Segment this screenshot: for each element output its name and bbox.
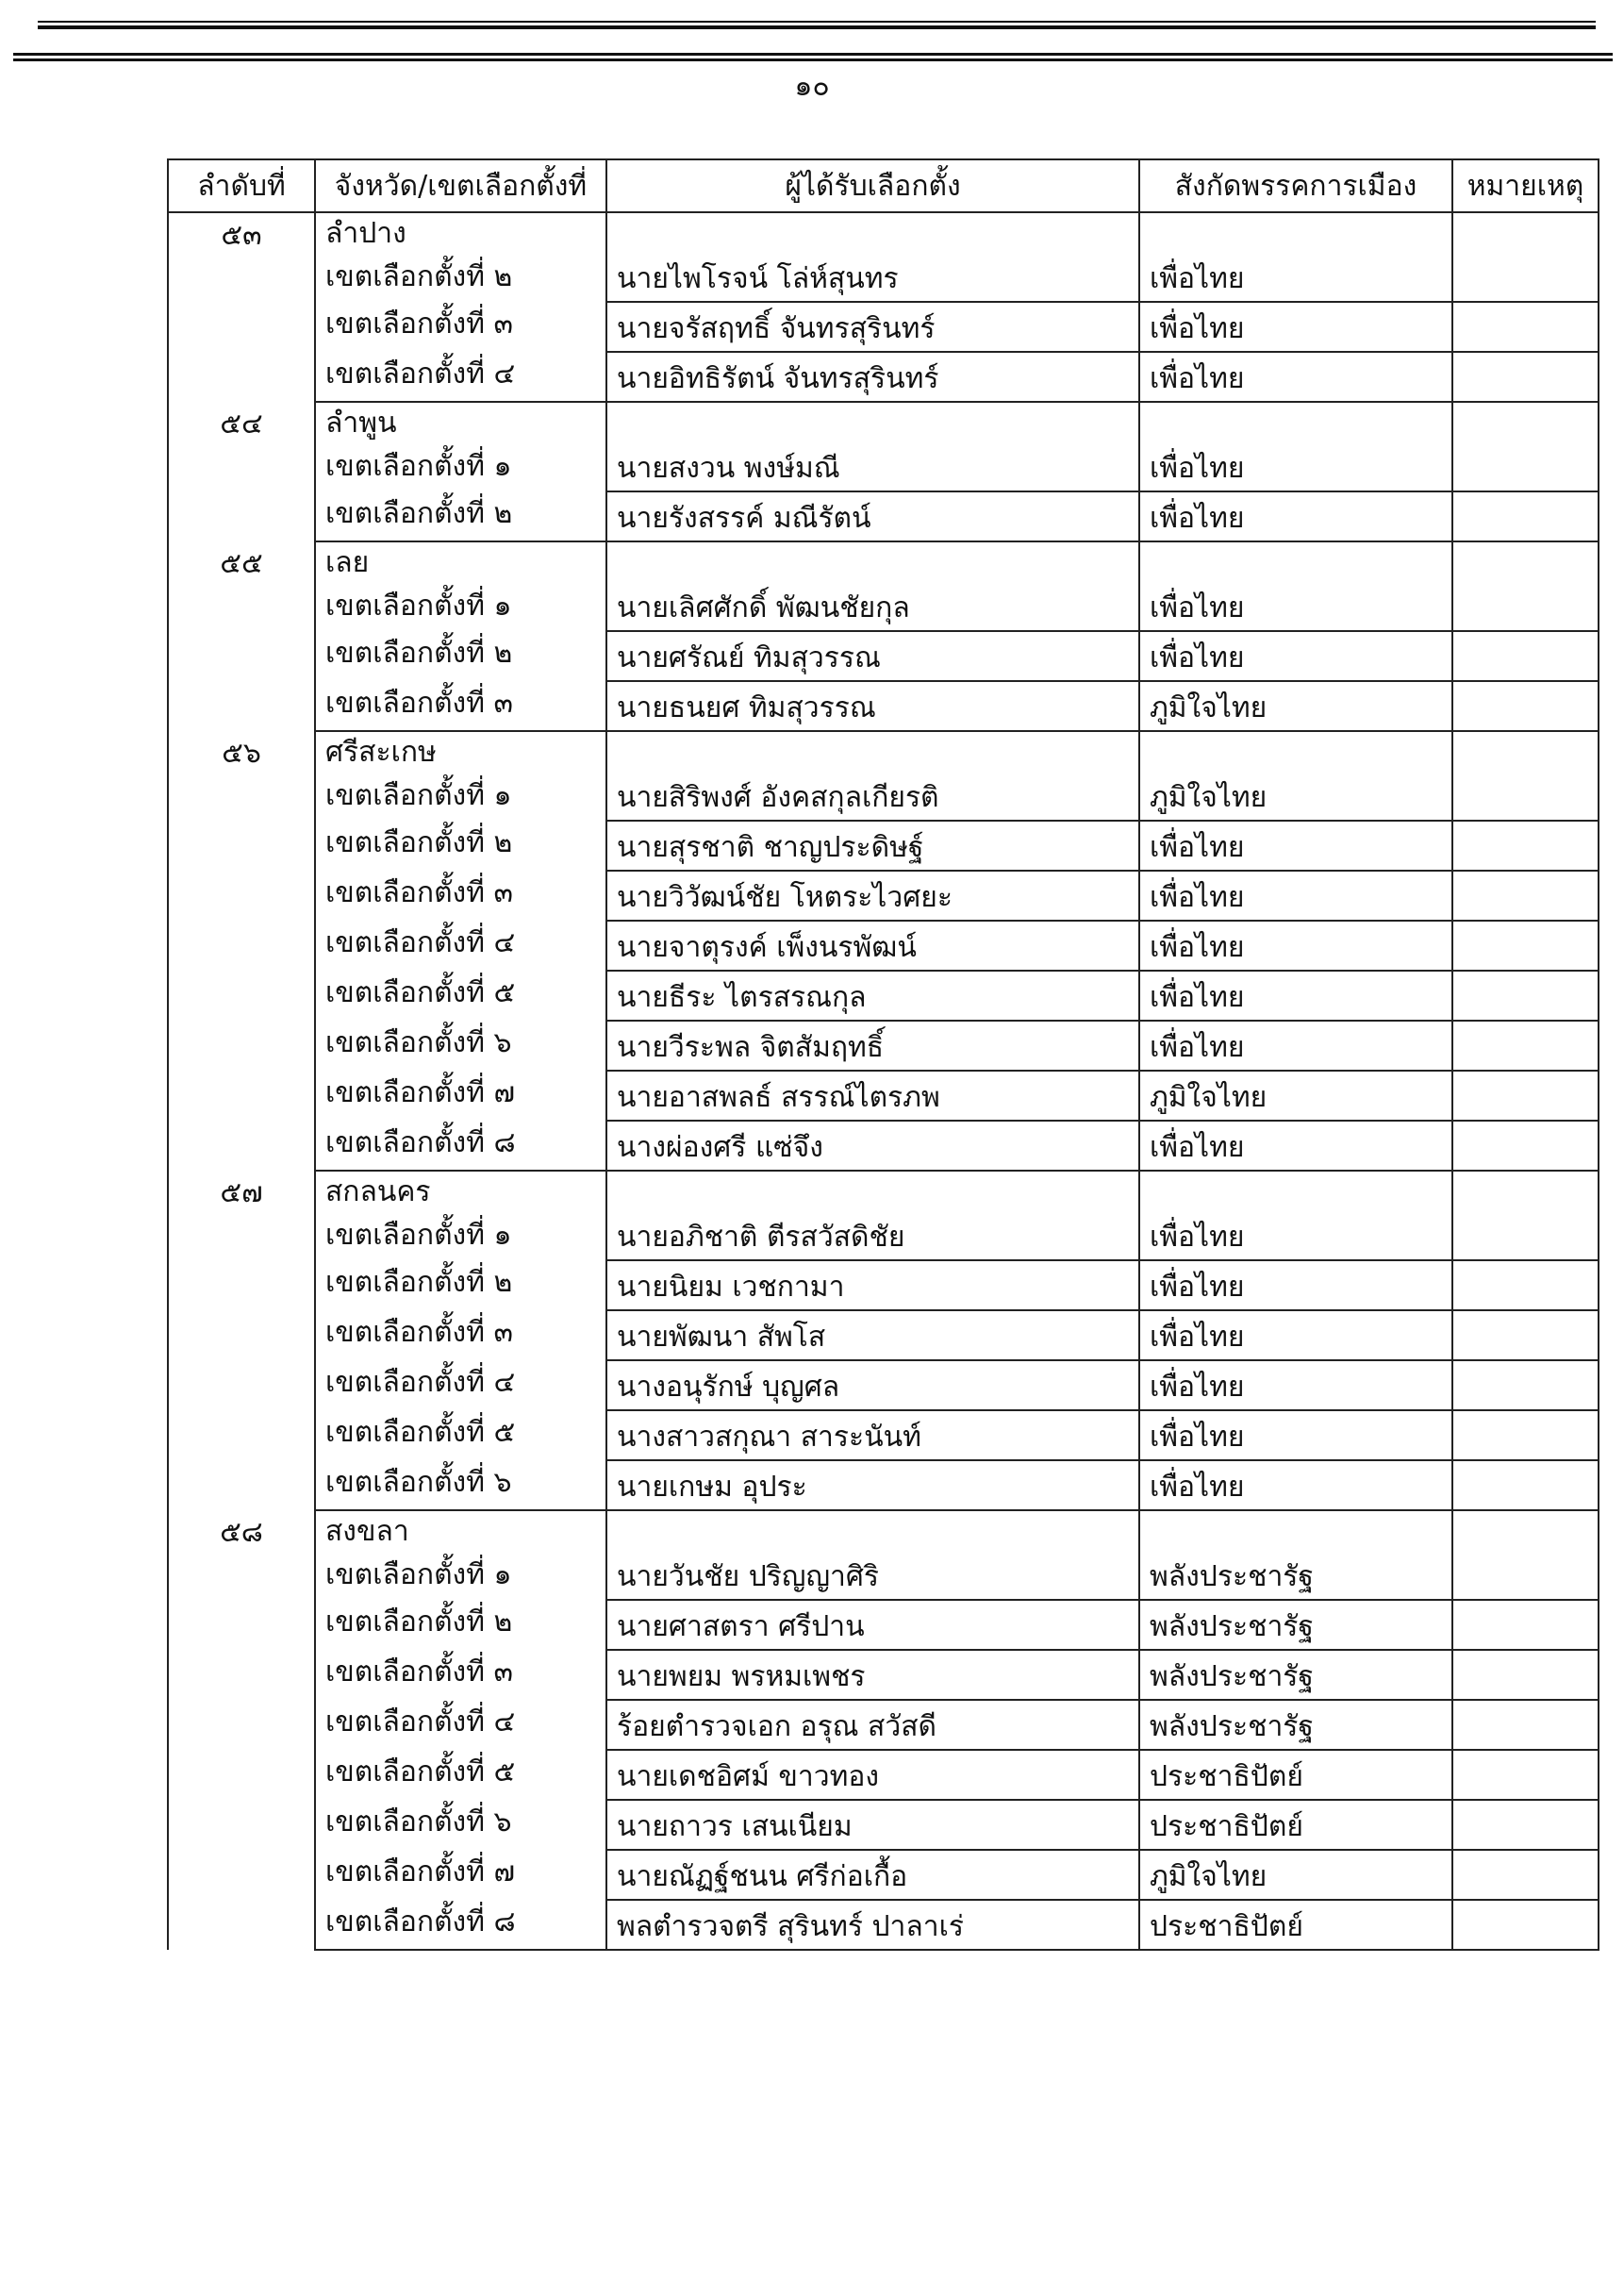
order-number: ๕๓: [168, 212, 315, 402]
district-label: เขตเลือกตั้งที่ ๑: [325, 1219, 512, 1252]
elected-person-name: นายเกษม อุประ: [606, 1460, 1139, 1510]
table-row: [168, 1021, 1599, 1071]
table-row: [168, 1750, 1599, 1800]
elected-person-name: นายเดชอิศม์ ขาวทอง: [606, 1750, 1139, 1800]
province-name: ศรีสะเกษ: [325, 736, 437, 769]
party-name: เพื่อไทย: [1139, 1310, 1452, 1360]
elected-person-name: นายวีระพล จิตสัมฤทธิ์: [606, 1021, 1139, 1071]
district-label: เขตเลือกตั้งที่ ๕: [325, 976, 516, 1009]
party-name: เพื่อไทย: [1139, 541, 1452, 631]
district-label: เขตเลือกตั้งที่ ๒: [325, 260, 513, 293]
province-district-cell: [315, 1510, 606, 1600]
table-row: [168, 352, 1599, 402]
remark-cell: [1452, 491, 1599, 541]
party-name: ภูมิใจไทย: [1139, 681, 1452, 731]
elected-person-name: นายไพโรจน์ โล่ห์สุนทร: [606, 212, 1139, 302]
party-name: เพื่อไทย: [1139, 1171, 1452, 1260]
party-name: เพื่อไทย: [1139, 1460, 1452, 1510]
table-row: [168, 1360, 1599, 1410]
remark-cell: [1452, 352, 1599, 402]
election-results-table: [167, 158, 1599, 1951]
elected-person-name: นายธนยศ ทิมสุวรรณ: [606, 681, 1139, 731]
province-name: สงขลา: [325, 1515, 409, 1548]
party-name: เพื่อไทย: [1139, 631, 1452, 681]
remark-cell: [1452, 541, 1599, 631]
party-name: เพื่อไทย: [1139, 302, 1452, 352]
elected-person-name: นายศาสตรา ศรีปาน: [606, 1600, 1139, 1650]
district-label: เขตเลือกตั้งที่ ๔: [325, 358, 516, 391]
party-name: พลังประชารัฐ: [1139, 1700, 1452, 1750]
table-row: [168, 402, 1599, 491]
party-name: เพื่อไทย: [1139, 212, 1452, 302]
province-district-cell: [315, 212, 606, 302]
remark-cell: [1452, 1750, 1599, 1800]
province-district-cell: [315, 1410, 606, 1460]
table-row: [168, 1700, 1599, 1750]
district-label: เขตเลือกตั้งที่ ๑: [325, 779, 512, 812]
district-label: เขตเลือกตั้งที่ ๖: [325, 1466, 512, 1499]
remark-cell: [1452, 1121, 1599, 1171]
elected-person-name: นายพัฒนา สัพโส: [606, 1310, 1139, 1360]
elected-person-name: นายนิยม เวชกามา: [606, 1260, 1139, 1310]
district-label: เขตเลือกตั้งที่ ๗: [325, 1855, 516, 1888]
table-row: [168, 1900, 1599, 1950]
party-name: เพื่อไทย: [1139, 821, 1452, 871]
remark-cell: [1452, 921, 1599, 971]
header-remark: หมายเหตุ: [1452, 159, 1599, 212]
remark-cell: [1452, 821, 1599, 871]
elected-person-name: นายธีระ ไตรสรณกุล: [606, 971, 1139, 1021]
remark-cell: [1452, 1071, 1599, 1121]
province-district-cell: [315, 1600, 606, 1650]
remark-cell: [1452, 302, 1599, 352]
elected-person-name: นางอนุรักษ์ บุญศล: [606, 1360, 1139, 1410]
province-district-cell: [315, 402, 606, 491]
remark-cell: [1452, 1510, 1599, 1600]
order-number: ๕๕: [168, 541, 315, 731]
district-label: เขตเลือกตั้งที่ ๗: [325, 1076, 516, 1109]
elected-person-name: นายอิทธิรัตน์ จันทรสุรินทร์: [606, 352, 1139, 402]
district-label: เขตเลือกตั้งที่ ๑: [325, 590, 512, 623]
table-row: [168, 541, 1599, 631]
elected-person-name: ร้อยตำรวจเอก อรุณ สวัสดี: [606, 1700, 1139, 1750]
elected-person-name: นายสงวน พงษ์มณี: [606, 402, 1139, 491]
province-district-cell: [315, 1850, 606, 1900]
district-label: เขตเลือกตั้งที่ ๘: [325, 1905, 516, 1938]
top-rule-thick: [38, 25, 1596, 29]
table-row: [168, 871, 1599, 921]
province-district-cell: [315, 352, 606, 402]
elected-person-name: นายจรัสฤทธิ์ จันทรสุรินทร์: [606, 302, 1139, 352]
remark-cell: [1452, 1310, 1599, 1360]
table-header-row: [168, 159, 1599, 212]
table-row: [168, 1460, 1599, 1510]
province-district-cell: [315, 1460, 606, 1510]
table-row: [168, 921, 1599, 971]
elected-person-name: นายรังสรรค์ มณีรัตน์: [606, 491, 1139, 541]
party-name: เพื่อไทย: [1139, 402, 1452, 491]
table-row: [168, 1650, 1599, 1700]
remark-cell: [1452, 971, 1599, 1021]
remark-cell: [1452, 1260, 1599, 1310]
district-label: เขตเลือกตั้งที่ ๓: [325, 876, 514, 909]
district-label: เขตเลือกตั้งที่ ๒: [325, 826, 513, 859]
table-row: [168, 1071, 1599, 1121]
province-name: ลำปาง: [325, 217, 406, 250]
district-label: เขตเลือกตั้งที่ ๔: [325, 926, 516, 959]
top-rule-double-1: [13, 53, 1613, 56]
party-name: ภูมิใจไทย: [1139, 1071, 1452, 1121]
district-label: เขตเลือกตั้งที่ ๑: [325, 1558, 512, 1591]
remark-cell: [1452, 1800, 1599, 1850]
party-name: เพื่อไทย: [1139, 491, 1452, 541]
district-label: เขตเลือกตั้งที่ ๒: [325, 1266, 513, 1299]
party-name: พลังประชารัฐ: [1139, 1600, 1452, 1650]
province-district-cell: [315, 1021, 606, 1071]
province-name: เลย: [325, 546, 370, 579]
district-label: เขตเลือกตั้งที่ ๓: [325, 687, 514, 720]
district-label: เขตเลือกตั้งที่ ๔: [325, 1366, 516, 1399]
district-label: เขตเลือกตั้งที่ ๒: [325, 497, 513, 530]
table-row: [168, 1260, 1599, 1310]
table-row: [168, 1121, 1599, 1171]
province-district-cell: [315, 921, 606, 971]
order-number: ๕๖: [168, 731, 315, 1171]
district-label: เขตเลือกตั้งที่ ๑: [325, 450, 512, 483]
district-label: เขตเลือกตั้งที่ ๒: [325, 1606, 513, 1639]
table-row: [168, 1410, 1599, 1460]
province-district-cell: [315, 821, 606, 871]
party-name: พลังประชารัฐ: [1139, 1650, 1452, 1700]
remark-cell: [1452, 1850, 1599, 1900]
elected-person-name: นายณัฏฐ์ชนน ศรีก่อเกื้อ: [606, 1850, 1139, 1900]
table-row: [168, 681, 1599, 731]
order-number: ๕๔: [168, 402, 315, 541]
province-name: ลำพูน: [325, 407, 397, 440]
district-label: เขตเลือกตั้งที่ ๓: [325, 1316, 514, 1349]
province-district-cell: [315, 1171, 606, 1260]
remark-cell: [1452, 1410, 1599, 1460]
remark-cell: [1452, 1360, 1599, 1410]
header-elected-person: ผู้ได้รับเลือกตั้ง: [606, 159, 1139, 212]
elected-person-name: นายอภิชาติ ตีรสวัสดิชัย: [606, 1171, 1139, 1260]
province-district-cell: [315, 1700, 606, 1750]
province-district-cell: [315, 681, 606, 731]
remark-cell: [1452, 871, 1599, 921]
elected-person-name: นายถาวร เสนเนียม: [606, 1800, 1139, 1850]
elected-person-name: นายอาสพลธ์ สรรณ์ไตรภพ: [606, 1071, 1139, 1121]
party-name: เพื่อไทย: [1139, 1360, 1452, 1410]
elected-person-name: นายวิวัฒน์ชัย โหตระไวศยะ: [606, 871, 1139, 921]
district-label: เขตเลือกตั้งที่ ๒: [325, 637, 513, 670]
province-district-cell: [315, 302, 606, 352]
elected-person-name: นางสาวสกุณา สาระนันท์: [606, 1410, 1139, 1460]
district-label: เขตเลือกตั้งที่ ๖: [325, 1805, 512, 1838]
order-number: ๕๘: [168, 1510, 315, 1950]
elected-person-name: นางผ่องศรี แซ่จึง: [606, 1121, 1139, 1171]
district-label: เขตเลือกตั้งที่ ๘: [325, 1126, 516, 1159]
party-name: ประชาธิปัตย์: [1139, 1800, 1452, 1850]
party-name: เพื่อไทย: [1139, 1021, 1452, 1071]
party-name: ประชาธิปัตย์: [1139, 1750, 1452, 1800]
top-rule-thin: [38, 21, 1596, 23]
elected-person-name: พลตำรวจตรี สุรินทร์ ปาลาเร่: [606, 1900, 1139, 1950]
province-district-cell: [315, 491, 606, 541]
elected-person-name: นายศรัณย์ ทิมสุวรรณ: [606, 631, 1139, 681]
top-rule-double-2: [13, 58, 1613, 61]
province-district-cell: [315, 1310, 606, 1360]
remark-cell: [1452, 681, 1599, 731]
remark-cell: [1452, 1600, 1599, 1650]
province-district-cell: [315, 731, 606, 821]
table-body: [168, 212, 1599, 1950]
elected-person-name: นายสิริพงศ์ อังคสกุลเกียรติ: [606, 731, 1139, 821]
party-name: เพื่อไทย: [1139, 1260, 1452, 1310]
table-row: [168, 212, 1599, 302]
header-order: ลำดับที่: [168, 159, 315, 212]
party-name: เพื่อไทย: [1139, 971, 1452, 1021]
district-label: เขตเลือกตั้งที่ ๔: [325, 1705, 516, 1739]
elected-person-name: นายสุรชาติ ชาญประดิษฐ์: [606, 821, 1139, 871]
province-name: สกลนคร: [325, 1175, 431, 1208]
table-row: [168, 1600, 1599, 1650]
remark-cell: [1452, 1171, 1599, 1260]
party-name: เพื่อไทย: [1139, 871, 1452, 921]
province-district-cell: [315, 1071, 606, 1121]
province-district-cell: [315, 1800, 606, 1850]
party-name: พลังประชารัฐ: [1139, 1510, 1452, 1600]
province-district-cell: [315, 1121, 606, 1171]
province-district-cell: [315, 541, 606, 631]
table-row: [168, 821, 1599, 871]
province-district-cell: [315, 971, 606, 1021]
remark-cell: [1452, 1900, 1599, 1950]
province-district-cell: [315, 1360, 606, 1410]
remark-cell: [1452, 402, 1599, 491]
table-row: [168, 491, 1599, 541]
party-name: เพื่อไทย: [1139, 921, 1452, 971]
table-row: [168, 1171, 1599, 1260]
remark-cell: [1452, 1700, 1599, 1750]
remark-cell: [1452, 1460, 1599, 1510]
elected-person-name: นายจาตุรงค์ เพ็งนรพัฒน์: [606, 921, 1139, 971]
remark-cell: [1452, 731, 1599, 821]
district-label: เขตเลือกตั้งที่ ๓: [325, 1655, 514, 1689]
district-label: เขตเลือกตั้งที่ ๖: [325, 1026, 512, 1059]
table-row: [168, 971, 1599, 1021]
page-number: ๑๐: [794, 70, 830, 103]
table-row: [168, 1310, 1599, 1360]
party-name: เพื่อไทย: [1139, 1121, 1452, 1171]
order-number: ๕๗: [168, 1171, 315, 1510]
table-row: [168, 302, 1599, 352]
party-name: เพื่อไทย: [1139, 1410, 1452, 1460]
district-label: เขตเลือกตั้งที่ ๕: [325, 1755, 516, 1789]
table-row: [168, 1800, 1599, 1850]
table-row: [168, 1510, 1599, 1600]
table-row: [168, 1850, 1599, 1900]
remark-cell: [1452, 212, 1599, 302]
district-label: เขตเลือกตั้งที่ ๓: [325, 308, 514, 341]
province-district-cell: [315, 631, 606, 681]
province-district-cell: [315, 1650, 606, 1700]
remark-cell: [1452, 631, 1599, 681]
district-label: เขตเลือกตั้งที่ ๕: [325, 1416, 516, 1449]
party-name: ภูมิใจไทย: [1139, 731, 1452, 821]
province-district-cell: [315, 1750, 606, 1800]
table-row: [168, 731, 1599, 821]
elected-person-name: นายพยม พรหมเพชร: [606, 1650, 1139, 1700]
remark-cell: [1452, 1021, 1599, 1071]
elected-person-name: นายวันชัย ปริญญาศิริ: [606, 1510, 1139, 1600]
remark-cell: [1452, 1650, 1599, 1700]
party-name: ภูมิใจไทย: [1139, 1850, 1452, 1900]
province-district-cell: [315, 871, 606, 921]
province-district-cell: [315, 1260, 606, 1310]
party-name: เพื่อไทย: [1139, 352, 1452, 402]
table-row: [168, 631, 1599, 681]
header-party: สังกัดพรรคการเมือง: [1139, 159, 1452, 212]
province-district-cell: [315, 1900, 606, 1950]
header-province-district: จังหวัด/เขตเลือกตั้งที่: [315, 159, 606, 212]
party-name: ประชาธิปัตย์: [1139, 1900, 1452, 1950]
elected-person-name: นายเลิศศักดิ์ พัฒนชัยกุล: [606, 541, 1139, 631]
